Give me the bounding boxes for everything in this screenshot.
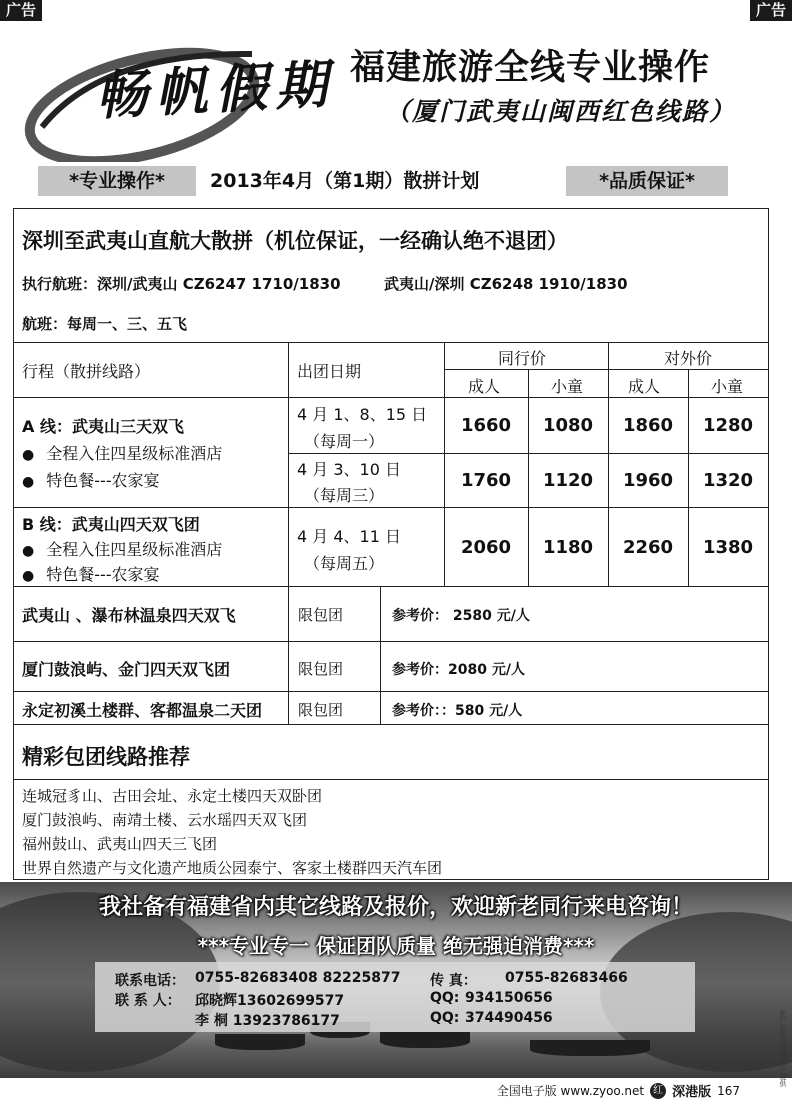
line-b-feature: ● 特色餐---农家宴 (22, 562, 160, 585)
header-trade-adult: 成人 (468, 377, 501, 396)
divider (14, 779, 768, 780)
flight-outbound: 执行航班：深圳/武夷山 CZ6247 1710/1830 (22, 275, 341, 293)
package-price: 参考价：2080 元/人 (392, 662, 525, 678)
divider (14, 586, 768, 587)
package-name: 武夷山 、瀑布林温泉四天双飞 (22, 606, 236, 625)
quality-badge: *品质保证* (566, 166, 728, 196)
ad-label-left: 广告 (0, 0, 42, 21)
header-trade-child: 小童 (551, 377, 584, 396)
price-cell: 2060 (460, 537, 512, 558)
price-cell: 2260 (622, 537, 674, 558)
line-a-date-1: 4 月 1、8、15 日 (297, 405, 428, 424)
page-footer (497, 1081, 740, 1100)
price-cell: 1180 (542, 537, 594, 558)
divider (14, 342, 768, 343)
contact-person-1: 邱晓辉13602699577 (195, 993, 345, 1009)
recommend-item: 福州鼓山、武夷山四天三飞团 (22, 835, 218, 853)
route-title: 深圳至武夷山直航大散拼（机位保证，一经确认绝不退团） (22, 229, 568, 253)
phone-label: 联系电话： (115, 973, 185, 989)
package-type: 限包团 (298, 660, 344, 678)
package-price: 参考价： 2580 元/人 (392, 608, 530, 624)
brand-name: 畅帆假期 (93, 53, 337, 128)
boat-shape (380, 1032, 470, 1048)
contact-person-2: 李 桐 13923786177 (195, 1013, 340, 1029)
header-public-adult: 成人 (628, 377, 661, 396)
line-a-title: A 线：武夷山三天双飞 (22, 417, 184, 436)
side-note: 此广告图文均由客户提供 (779, 1010, 787, 1087)
package-type: 限包团 (298, 701, 344, 719)
line-a-feature: ● 全程入住四星级标准酒店 (22, 441, 222, 464)
header-trade-price: 同行价 (498, 349, 547, 368)
price-table (13, 208, 769, 880)
divider (444, 369, 768, 370)
line-a-date-2: 4 月 3、10 日 (297, 460, 401, 479)
divider (288, 342, 289, 587)
price-cell: 1960 (622, 470, 674, 491)
person-label: 联 系 人： (115, 993, 181, 1009)
header-itinerary: 行程（散拼线路） (22, 362, 151, 381)
divider (14, 641, 768, 642)
qq-2: 374490456 (465, 1010, 553, 1026)
flight-days: 航班：每周一、三、五飞 (22, 315, 188, 333)
price-cell: 1120 (542, 470, 594, 491)
fax-label: 传 真： (430, 973, 477, 989)
line-b-title: B 线：武夷山四天双飞团 (22, 515, 200, 534)
divider (14, 724, 768, 725)
divider (444, 342, 445, 587)
qq-label: QQ: (430, 1010, 460, 1026)
recommend-item: 世界自然遗产与文化遗产地质公园泰宁、客家土楼群四天汽车团 (22, 859, 443, 877)
package-name: 厦门鼓浪屿、金门四天双飞团 (22, 660, 231, 679)
recommend-item: 厦门鼓浪屿、南靖土楼、云水瑶四天双飞团 (22, 811, 308, 829)
line-a-weekday-2: （每周三） (304, 486, 385, 505)
footer-edition: 深港版 (672, 1085, 712, 1100)
boat-shape (215, 1034, 305, 1050)
divider (14, 691, 768, 692)
header-dates: 出团日期 (297, 362, 362, 381)
header-public-child: 小童 (711, 377, 744, 396)
subline: （厦门武夷山闽西红色线路） (385, 97, 737, 126)
price-cell: 1280 (702, 415, 754, 436)
page-number: 167 (717, 1083, 740, 1098)
professional-badge: *专业操作* (38, 166, 196, 196)
recommend-title: 精彩包团线路推荐 (22, 745, 190, 769)
price-cell: 1080 (542, 415, 594, 436)
phone-number: 0755-82683408 82225877 (195, 970, 401, 986)
price-cell: 1860 (622, 415, 674, 436)
package-price: 参考价：：580 元/人 (392, 703, 523, 719)
line-a-weekday-1: （每周一） (304, 432, 385, 451)
package-name: 永定初溪土楼群、客都温泉二天团 (22, 701, 263, 720)
fax-number: 0755-82683466 (505, 970, 628, 986)
price-cell: 1760 (460, 470, 512, 491)
plan-row (38, 166, 728, 196)
qq-label: QQ: (430, 990, 460, 1006)
headline: 福建旅游全线专业操作 (350, 48, 711, 88)
edition-badge-icon: 红 (650, 1083, 666, 1099)
divider (14, 397, 768, 398)
landscape-photo (0, 882, 792, 1078)
header-public-price: 对外价 (664, 349, 713, 368)
recommend-item: 连城冠豸山、古田会址、永定土楼四天双卧团 (22, 787, 323, 805)
divider (14, 507, 768, 508)
boat-shape (530, 1040, 650, 1056)
banner-slogan: ***专业专一 保证团队质量 绝无强迫消费*** (197, 934, 595, 958)
flight-return: 武夷山/深圳 CZ6248 1910/1830 (384, 275, 628, 293)
plan-title: 2013年4月（第1期）散拼计划 (210, 170, 480, 192)
divider (380, 586, 381, 724)
line-b-weekday: （每周五） (304, 554, 385, 573)
price-cell: 1380 (702, 537, 754, 558)
divider (288, 586, 289, 724)
contact-panel (95, 962, 695, 1032)
banner-headline: 我社备有福建省内其它线路及报价，欢迎新老同行来电咨询！ (98, 895, 693, 920)
price-cell: 1320 (702, 470, 754, 491)
footer-site: 全国电子版 www.zyoo.net (496, 1084, 645, 1098)
qq-1: 934150656 (465, 990, 553, 1006)
ad-label-right: 广告 (750, 0, 792, 21)
line-b-feature: ● 全程入住四星级标准酒店 (22, 537, 222, 560)
price-cell: 1660 (460, 415, 512, 436)
package-type: 限包团 (298, 606, 344, 624)
line-a-feature: ● 特色餐---农家宴 (22, 468, 160, 491)
line-b-date: 4 月 4、11 日 (297, 527, 401, 546)
